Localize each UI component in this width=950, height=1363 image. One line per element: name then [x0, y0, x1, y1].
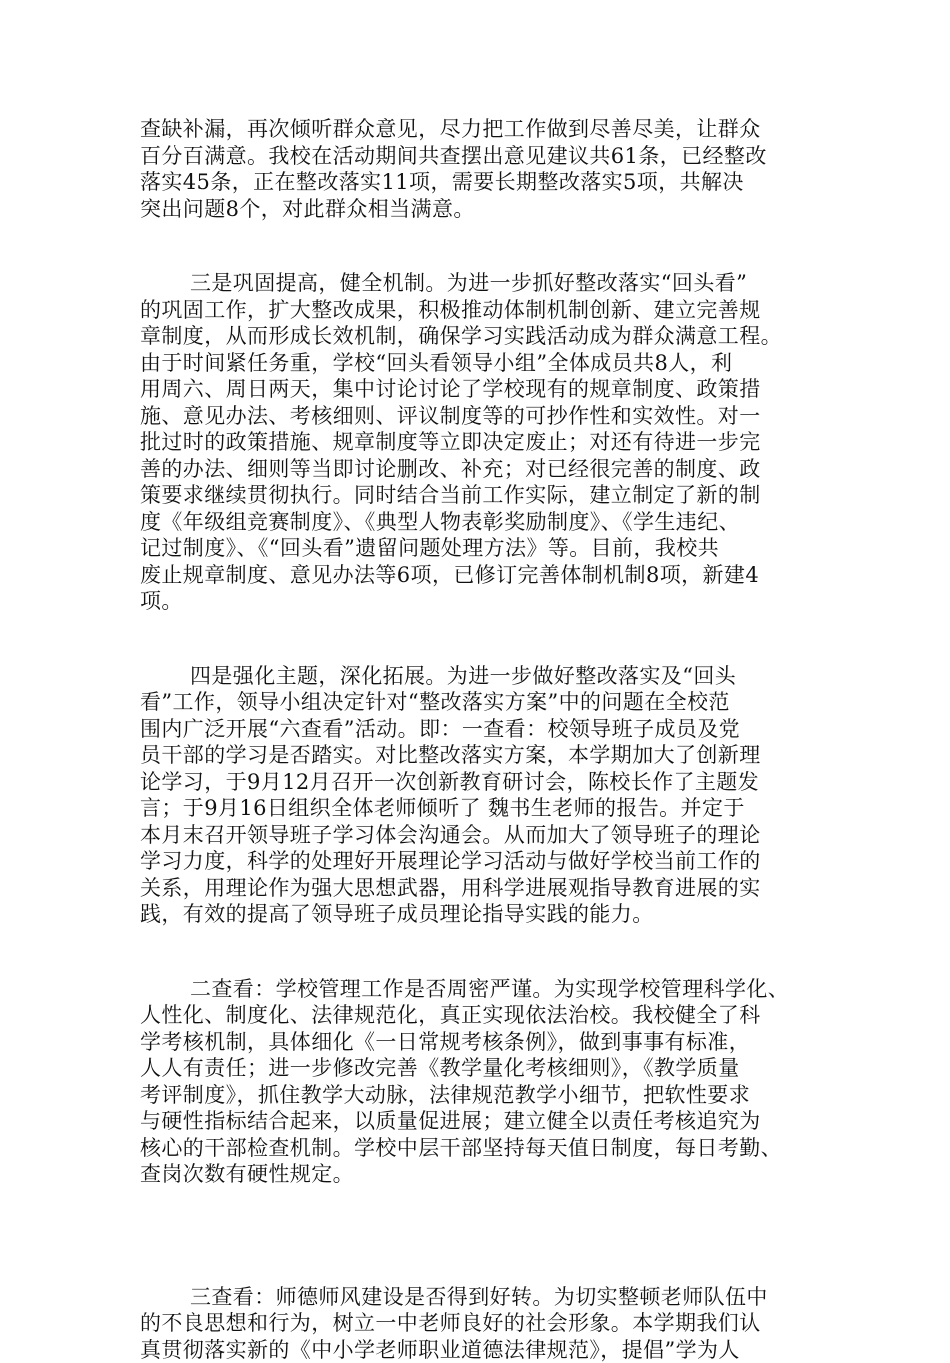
text-line: 论学习，于9月12月召开一次创新教育研讨会，陈校长作了主题发 [140, 769, 816, 796]
text-line: 四是强化主题，深化拓展。为进一步做好整改落实及“回头 [140, 663, 816, 690]
text-line: 策要求继续贯彻执行。同时结合当前工作实际，建立制定了新的制 [140, 482, 816, 509]
text-line: 二查看：学校管理工作是否周密严谨。为实现学校管理科学化、 [140, 976, 816, 1003]
text-line: 围内广泛开展“六查看”活动。即：一查看：校领导班子成员及党 [140, 716, 816, 743]
text-line: 三查看：师德师风建设是否得到好转。为切实整顿老师队伍中 [140, 1284, 816, 1311]
text-line: 言；于9月16日组织全体老师倾听了 魏书生老师的报告。并定于 [140, 795, 816, 822]
text-line: 废止规章制度、意见办法等6项，已修订完善体制机制8项，新建4 [140, 562, 816, 589]
paragraph-spacer [140, 615, 816, 663]
text-line: 度《年级组竞赛制度》、《典型人物表彰奖励制度》、《学生违纪、 [140, 509, 816, 536]
text-line: 考评制度》，抓住教学大动脉，法律规范教学小细节，把软性要求 [140, 1082, 816, 1109]
text-line: 百分百满意。我校在活动期间共查摆出意见建议共61条，已经整改 [140, 143, 816, 170]
text-line: 查岗次数有硬性规定。 [140, 1161, 816, 1188]
text-line: 人人有责任；进一步修改完善《教学量化考核细则》，《教学质量 [140, 1055, 816, 1082]
text-line: 人性化、制度化、法律规范化，真正实现依法治校。我校健全了科 [140, 1002, 816, 1029]
text-line: 善的办法、细则等当即讨论删改、补充；对已经很完善的制度、政 [140, 456, 816, 483]
text-line: 员干部的学习是否踏实。对比整改落实方案，本学期加大了创新理 [140, 742, 816, 769]
paragraph-4 [140, 976, 816, 1188]
text-line: 三是巩固提高，健全机制。为进一步抓好整改落实“回头看” [140, 270, 816, 297]
text-line: 批过时的政策措施、规章制度等立即决定废止；对还有待进一步完 [140, 429, 816, 456]
paragraph-5 [140, 1284, 816, 1363]
text-line: 项。 [140, 588, 816, 615]
text-line: 学习力度，科学的处理好开展理论学习活动与做好学校当前工作的 [140, 848, 816, 875]
text-line: 章制度，从而形成长效机制，确保学习实践活动成为群众满意工程。 [140, 323, 816, 350]
text-line: 本月末召开领导班子学习体会沟通会。从而加大了领导班子的理论 [140, 822, 816, 849]
text-line: 的不良思想和行为，树立一中老师良好的社会形象。本学期我们认 [140, 1310, 816, 1337]
text-line: 践，有效的提高了领导班子成员理论指导实践的能力。 [140, 901, 816, 928]
text-line: 与硬性指标结合起来，以质量促进展；建立健全以责任考核追究为 [140, 1108, 816, 1135]
text-line: 的巩固工作，扩大整改成果，积极推动体制机制创新、建立完善规 [140, 297, 816, 324]
paragraph-spacer [140, 928, 816, 976]
text-line: 由于时间紧任务重，学校“回头看领导小组”全体成员共8人，利 [140, 350, 816, 377]
text-line: 查缺补漏，再次倾听群众意见，尽力把工作做到尽善尽美，让群众 [140, 116, 816, 143]
text-line: 真贯彻落实新的《中小学老师职业道德法律规范》，提倡”学为人 [140, 1337, 816, 1363]
paragraph-2 [140, 270, 816, 615]
text-line: 施、意见办法、考核细则、评议制度等的可抄作性和实效性。对一 [140, 403, 816, 430]
text-line: 看”工作，领导小组决定针对“整改落实方案”中的问题在全校范 [140, 689, 816, 716]
text-line: 记过制度》、《“回头看”遗留问题处理方法》等。目前，我校共 [140, 535, 816, 562]
text-line: 核心的干部检查机制。学校中层干部坚持每天值日制度，每日考勤、 [140, 1135, 816, 1162]
text-line: 用周六、周日两天，集中讨论讨论了学校现有的规章制度、政策措 [140, 376, 816, 403]
paragraph-spacer [140, 1188, 816, 1284]
text-line: 学考核机制，具体细化《一日常规考核条例》，做到事事有标准， [140, 1029, 816, 1056]
paragraph-3 [140, 663, 816, 928]
document-page [140, 116, 816, 1363]
text-line: 突出问题8个，对此群众相当满意。 [140, 196, 816, 223]
text-line: 关系，用理论作为强大思想武器，用科学进展观指导教育进展的实 [140, 875, 816, 902]
text-line: 落实45条，正在整改落实11项，需要长期整改落实5项，共解决 [140, 169, 816, 196]
paragraph-1 [140, 116, 816, 222]
paragraph-spacer [140, 222, 816, 270]
